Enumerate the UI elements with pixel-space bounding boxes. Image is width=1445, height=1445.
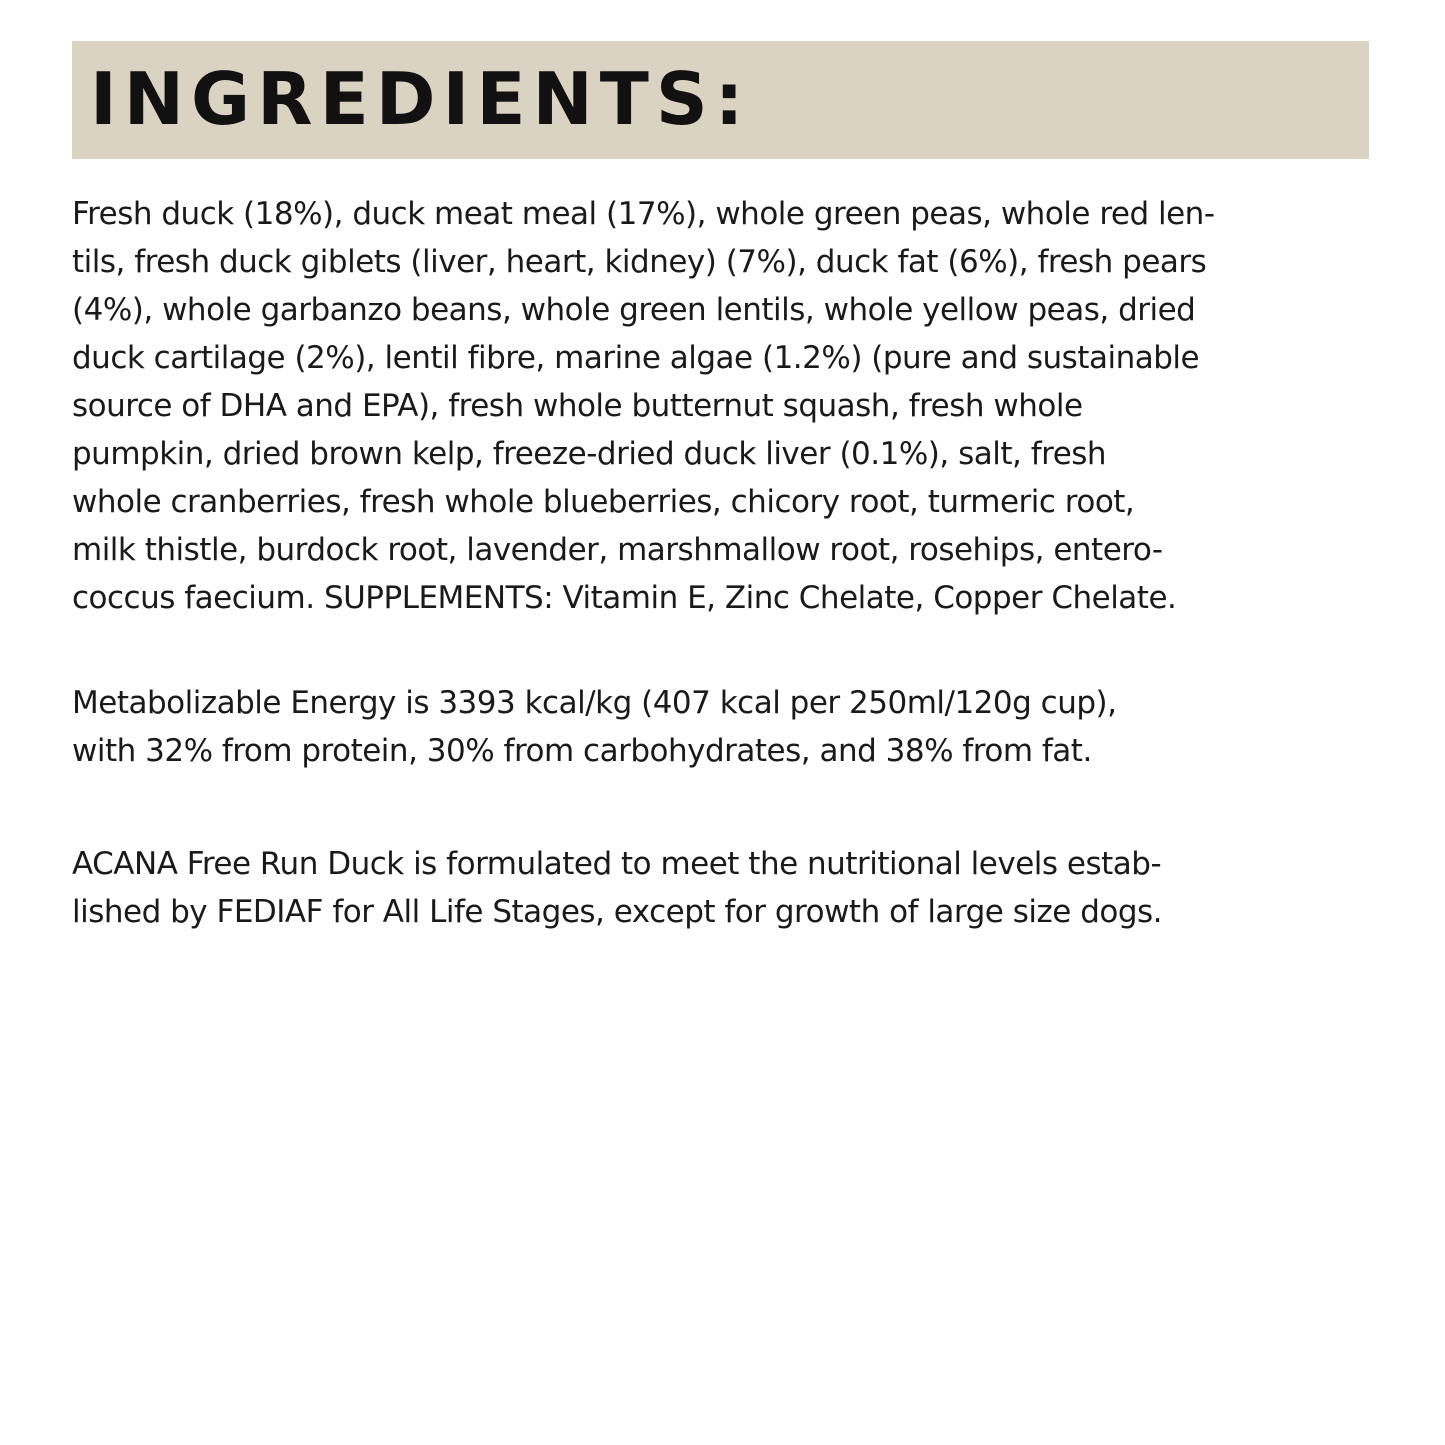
energy-line: Metabolizable Energy is 3393 kcal/kg (407 kcal per 250ml/120g cup), [72, 685, 1117, 721]
ingredients-line: tils, fresh duck giblets (liver, heart, kidney) (7%), duck fat (6%), fresh pears [72, 244, 1207, 280]
ingredients-line: (4%), whole garbanzo beans, whole green lentils, whole yellow peas, dried [72, 292, 1196, 328]
energy-line: with 32% from protein, 30% from carbohydrates, and 38% from fat. [72, 733, 1092, 769]
ingredients-paragraph [72, 190, 1369, 622]
ingredients-line: pumpkin, dried brown kelp, freeze-dried duck liver (0.1%), salt, fresh [72, 436, 1107, 472]
statement-line: lished by FEDIAF for All Life Stages, except for growth of large size dogs. [72, 894, 1163, 930]
page-title: INGREDIENTS: [90, 57, 751, 141]
ingredients-line: duck cartilage (2%), lentil fibre, marine algae (1.2%) (pure and sustainable [72, 340, 1200, 376]
ingredients-line: whole cranberries, fresh whole blueberries, chicory root, turmeric root, [72, 484, 1135, 520]
statement-paragraph [72, 840, 1369, 936]
header-band [72, 41, 1369, 159]
ingredients-line: Fresh duck (18%), duck meat meal (17%), whole green peas, whole red len- [72, 196, 1215, 232]
statement-line: ACANA Free Run Duck is formulated to meet the nutritional levels estab- [72, 846, 1162, 882]
ingredients-line: milk thistle, burdock root, lavender, marshmallow root, rosehips, entero- [72, 532, 1163, 568]
energy-paragraph [72, 679, 1369, 775]
ingredients-line: coccus faecium. SUPPLEMENTS: Vitamin E, Zinc Chelate, Copper Chelate. [72, 580, 1177, 616]
ingredients-line: source of DHA and EPA), fresh whole butternut squash, fresh whole [72, 388, 1083, 424]
content [72, 190, 1369, 936]
